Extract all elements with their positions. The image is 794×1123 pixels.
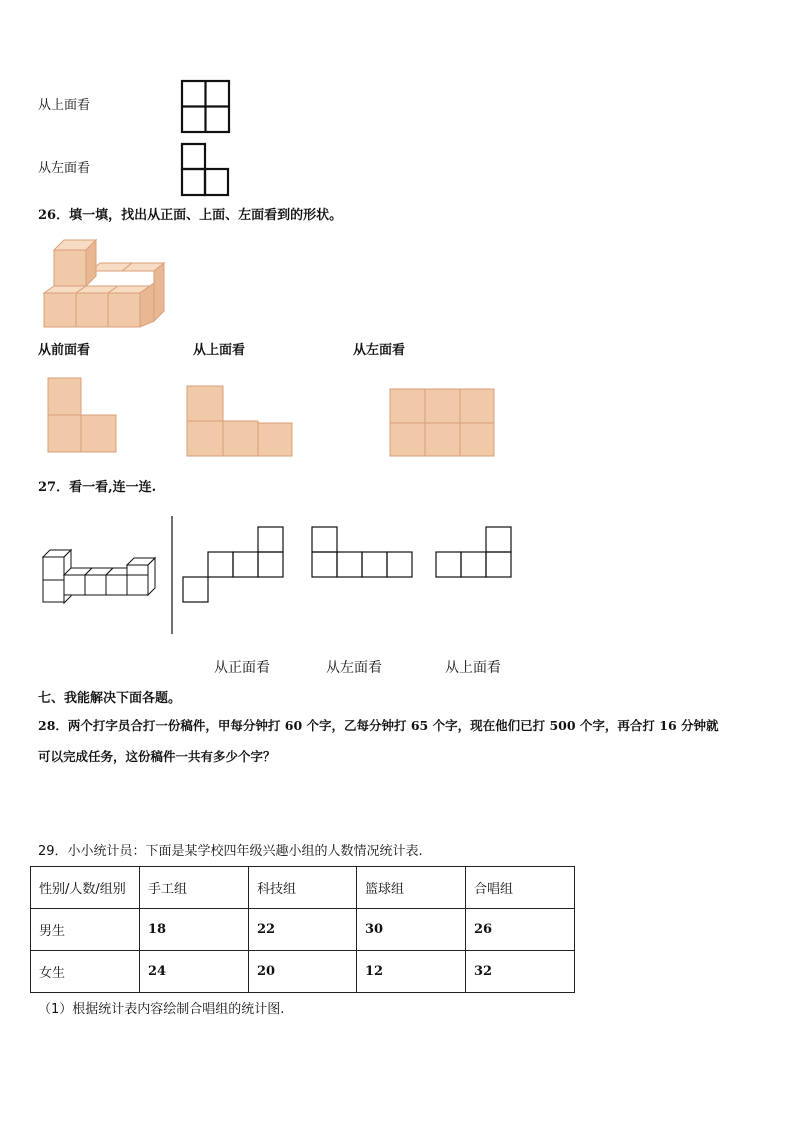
q28-line2: 可以完成任务，这份稿件一共有多少个字？	[38, 749, 276, 764]
q26-prompt: 26．填一填，找出从正面、上面、左面看到的形状。	[38, 208, 343, 223]
table-cell: 24	[140, 951, 249, 993]
table-header-cell: 合唱组	[466, 867, 575, 909]
label-front-view: 从前面看	[38, 343, 91, 358]
q28-line1: 28．两个打字员合打一份稿件，甲每分钟打 60 个字，乙每分钟打 65 个字，现在他们已打 500 个字，再合打 16 分钟就	[38, 718, 719, 733]
label-view-left: 从左面看	[38, 161, 91, 176]
stats-table	[30, 866, 575, 993]
grid-2x2-figure	[181, 80, 231, 134]
q27-prompt: 27．看一看,连一连.	[38, 480, 157, 495]
label-view-top: 从上面看	[38, 98, 91, 113]
table-header-cell: 手工组	[140, 867, 249, 909]
table-cell: 26	[466, 909, 575, 951]
option-a-figure	[182, 526, 286, 604]
label-from-front: 从正面看	[214, 660, 270, 676]
cube-stack-illustration	[40, 236, 175, 332]
l-shape-figure	[181, 143, 231, 197]
table-cell: 20	[249, 951, 357, 993]
table-cell: 18	[140, 909, 249, 951]
table-header-cell: 性别/人数/组别	[31, 867, 140, 909]
left-view-figure	[389, 388, 497, 458]
top-view-figure	[186, 385, 294, 457]
table-cell: 32	[466, 951, 575, 993]
front-view-figure	[47, 377, 119, 455]
option-b-figure	[311, 526, 415, 580]
table-header-cell: 篮球组	[357, 867, 466, 909]
table-header-row	[31, 867, 575, 909]
table-header-cell: 科技组	[249, 867, 357, 909]
cube-solid-illustration	[40, 547, 156, 605]
table-cell: 男生	[31, 909, 140, 951]
table-row	[31, 909, 575, 951]
table-cell: 30	[357, 909, 466, 951]
table-cell: 12	[357, 951, 466, 993]
label-left-view: 从左面看	[353, 343, 406, 358]
label-top-view: 从上面看	[193, 343, 246, 358]
table-row	[31, 951, 575, 993]
q29-subquestion-1: （1）根据统计表内容绘制合唱组的统计图.	[38, 1002, 285, 1017]
divider-line	[171, 516, 174, 636]
table-cell: 女生	[31, 951, 140, 993]
label-from-left: 从左面看	[326, 660, 382, 676]
label-from-top: 从上面看	[445, 660, 501, 676]
section-heading: 七、我能解决下面各题。	[38, 691, 182, 706]
q29-prompt: 29．小小统计员：下面是某学校四年级兴趣小组的人数情况统计表.	[38, 844, 423, 859]
table-cell: 22	[249, 909, 357, 951]
option-c-figure	[435, 526, 515, 580]
